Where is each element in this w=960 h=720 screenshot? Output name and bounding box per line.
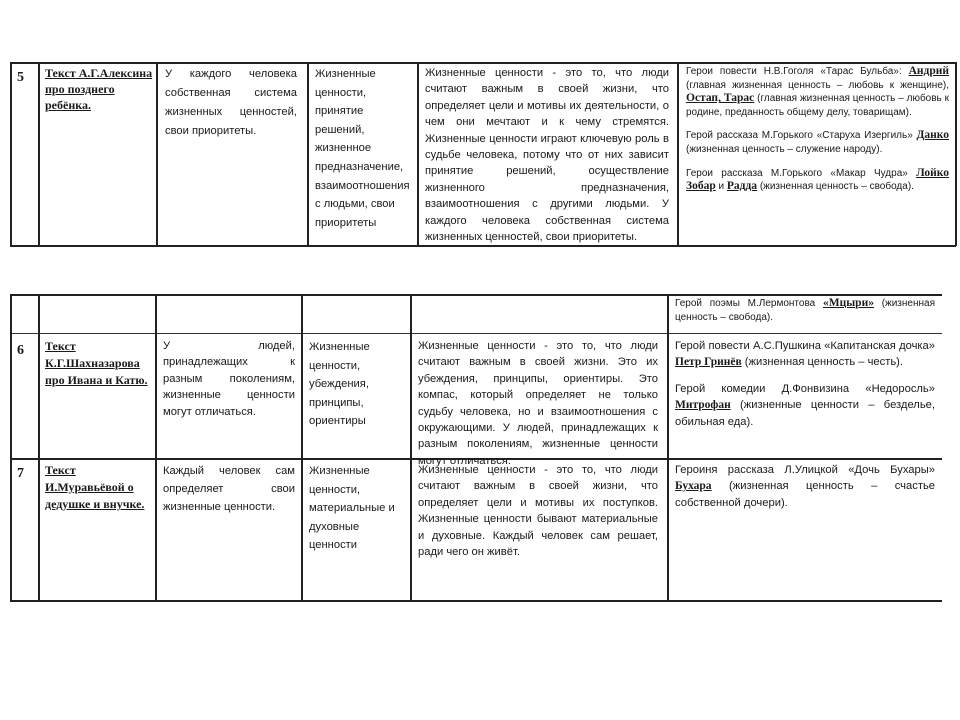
table-border: [955, 62, 957, 246]
hero-name: Данко: [916, 129, 949, 142]
keywords-text: Жизненные ценности, принятие решений, жизненное предназначение, взаимоотношения с людьми, свои приоритеты: [315, 68, 410, 229]
table-border: [10, 62, 12, 246]
argument-paragraph: Герои рассказа М.Горького «Макар Чудра» Лойко Зобар и Радда (жизненная ценность – свобода).: [686, 166, 949, 193]
table-border: [307, 62, 309, 246]
table-border: [156, 62, 158, 246]
table-border: [417, 62, 419, 246]
thesis-text: У каждого человека собственная система жизненных ценностей, свои приоритеты.: [165, 68, 297, 137]
hero-name: Остап, Тарас: [686, 92, 755, 105]
table-border: [410, 294, 412, 601]
comment-text: Жизненные ценности - это то, что люди считают важным в своей жизни, что определяет цели и мотивы их поступков. Жизненные ценности бывают материальные и духовные. Каждый человек сам решает, ради чего он живёт.: [418, 464, 658, 559]
hero-name: Радда: [726, 180, 758, 193]
table-border: [10, 294, 942, 296]
hero-name: Андрий: [908, 65, 949, 77]
hero-name: Бухара: [675, 480, 712, 493]
table-border: [10, 333, 942, 334]
arguments-text: Героиня рассказа Л.Улицкой «Дочь Бухары» Бухара (жизненная ценность – счастье собственной дочери).: [675, 464, 935, 509]
row-number: 5: [17, 70, 24, 85]
argument-paragraph: Герои повести Н.В.Гоголя «Тарас Бульба»: Андрий (главная жизненная ценность – любовь к женщине), Остап, Тарас (главная жизненная ценность – любовь к родине, преданность общему делу, товарищам).: [686, 65, 949, 118]
table-border: [10, 600, 942, 602]
table-border: [155, 294, 157, 601]
row-number: 6: [17, 343, 24, 358]
arguments-text: [675, 338, 935, 430]
keywords-text: Жизненные ценности, материальные и духовные ценности: [309, 465, 395, 552]
argument-paragraph: Герой повести А.С.Пушкина «Капитанская дочка» Петр Гринёв (жизненная ценность – честь).: [675, 340, 935, 369]
arguments-continuation: Герой поэмы М.Лермонтова «Мцыри» (жизненная ценность – свобода).: [675, 297, 935, 323]
thesis-text: У людей, принадлежащих к разным поколениям, жизненные ценности могут отличаться.: [163, 340, 295, 418]
text-source: Текст К.Г.Шахназарова про Ивана и Катю.: [45, 339, 148, 387]
thesis-text: Каждый человек сам определяет свои жизненные ценности.: [163, 465, 295, 513]
comment-text: Жизненные ценности - это то, что люди считают важным в своей жизни. Это их убеждения, принципы, ориентиры. Это компас, который определяет не только судьбу человека, но и взаимоотношения с окружающими. У людей, принадлежащих к разным поколениям, жизненные ценности могут отличаться.: [418, 340, 658, 467]
table-border: [677, 62, 679, 246]
arguments-text: [686, 65, 949, 194]
table-border: [301, 294, 303, 601]
table-border: [38, 294, 40, 601]
table-border: [10, 62, 956, 64]
text-source: Текст И.Муравьёвой о дедушке и внучке.: [45, 463, 145, 511]
hero-name: «Мцыри»: [822, 297, 874, 309]
table-border: [38, 62, 40, 246]
table-border: [10, 294, 12, 601]
argument-paragraph: Герой комедии Д.Фонвизина «Недоросль» Митрофан (жизненные ценности – безделье, обильная еда).: [675, 382, 935, 428]
hero-name: Лойко Зобар: [686, 166, 949, 193]
text-source: Текст А.Г.Алексина про позднего ребёнка.: [45, 66, 153, 112]
keywords-text: Жизненные ценности, убеждения, принципы, ориентиры: [309, 341, 370, 428]
hero-name: Митрофан: [675, 399, 731, 412]
row-number: 7: [17, 466, 24, 481]
hero-name: Петр Гринёв: [675, 356, 742, 369]
table-border: [667, 294, 669, 601]
argument-paragraph: Герой рассказа М.Горького «Старуха Изергиль» Данко (жизненная ценность – служение народу).: [686, 129, 949, 155]
comment-text: Жизненные ценности - это то, что люди считают важным в своей жизни, что определяет цели и мотивы их деятельности, о чем они мечтают и к чему стремятся. Жизненные ценности играют ключевую роль в судьбе человека, потому что от них зависит принятие решений, осуществление жизненного предназначения, взаимоотношения с другими людьми. У каждого человека собственная система жизненных ценностей, свои приоритеты.: [425, 67, 669, 244]
